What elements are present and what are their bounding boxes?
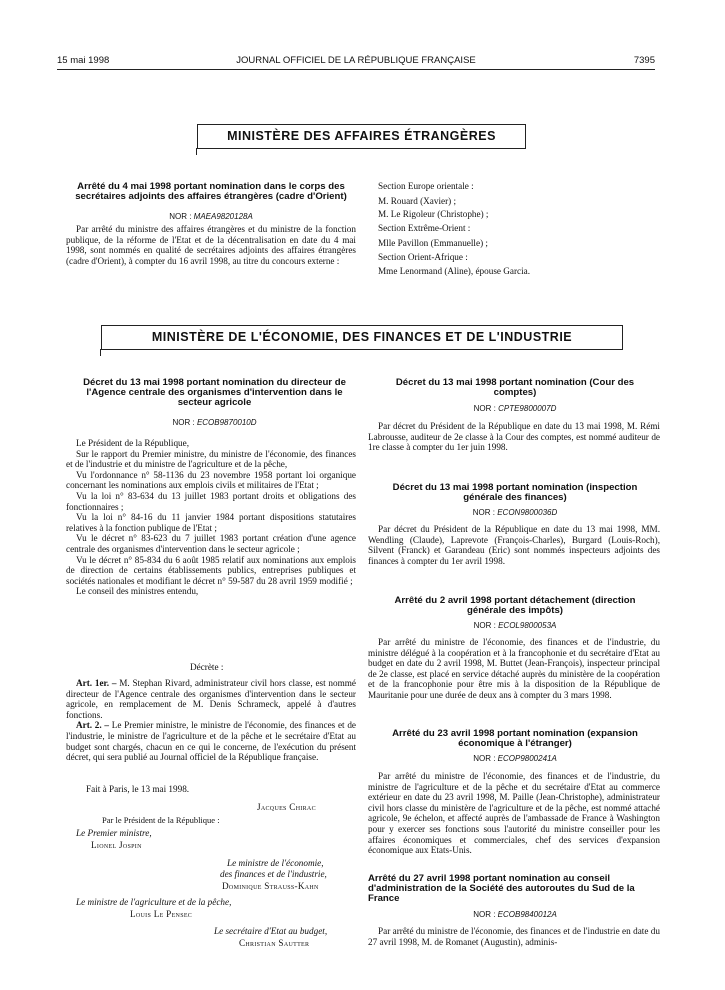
pm-title: Le Premier ministre,: [76, 828, 152, 838]
budget-title: Le secrétaire d'Etat au budget,: [214, 926, 328, 936]
nor-label: NOR :: [473, 621, 496, 630]
ministry-heading-affaires-etrangeres: [197, 124, 526, 149]
eco-title-1: Le ministre de l'économie,: [227, 858, 324, 868]
header-journal: JOURNAL OFFICIEL DE LA RÉPUBLIQUE FRANÇAISE: [236, 55, 476, 66]
list-item: Section Europe orientale :: [378, 181, 474, 191]
page-number: 7395: [633, 55, 655, 66]
paragraph: Vu le décret n° 85-834 du 6 août 1985 relatif aux nominations aux emplois de direction de certains établissements publics, entreprises publiques et sociétés nationales et modifiant le décret n° 59-587 du 28 avril 1959 modifié ;: [66, 554, 356, 586]
nor-code: MAEA9820128A: [193, 212, 253, 221]
list-item: Section Orient-Afrique :: [378, 252, 468, 262]
ministry-heading-economie: [101, 325, 623, 350]
article-1: [66, 678, 356, 720]
paragraph: Vu le décret n° 83-623 du 7 juillet 1983 portant création d'une agence centrale des organismes d'intervention dans le secteur agricole ;: [66, 533, 356, 554]
fait-line: Fait à Paris, le 13 mai 1998.: [86, 784, 190, 794]
paragraph: Par arrêté du ministre de l'économie, des finances et de l'industrie, du ministre de l'agriculture et de la pêche et du secrétaire d'Etat au commerce extérieur en date du 23 avril 1998, M. Paille (Jean-Christophe), administrateur civil hors classe du ministère de l'agriculture et de la pêche, est nommé attaché agricole, 9e échelon, et affecté auprès de l'ambassade de France à Washington pour y exercer ses fonctions sous l'autorité du ministre conseiller pour les affaires économiques et commerciales, chef des services d'expansion économique aux Etats-Unis.: [368, 771, 660, 856]
nor-label: NOR :: [473, 754, 496, 763]
budget-name: Christian Sautter: [239, 938, 310, 948]
paragraph: Par décret du Président de la République en date du 13 mai 1998, M. Rémi Labrousse, auditeur de 2e classe à la Cour des comptes, est nommé auditeur de 1re classe à compter du 1er juin 1998.: [368, 421, 660, 453]
arrete-title: Arrêté du 23 avril 1998 portant nomination (expansion économique à l'étranger): [392, 728, 638, 749]
paragraph: Par décret du Président de la République en date du 13 mai 1998, MM. Wendling (Claude), Laprevote (François-Charles), Burgard (Louis-Roch), Silvent (Franck) et Garandeau (Eric) sont nommés inspecteurs adjoints des finances à compter du 1er avril 1998.: [368, 524, 660, 566]
arrete-body: [368, 771, 660, 856]
nor-line: [385, 621, 645, 630]
nor-code: ECOB9870010D: [196, 418, 257, 427]
pm-name: Lionel Jospin: [91, 840, 142, 850]
arrete-title: Arrêté du 2 avril 1998 portant détachement (direction générale des impôts): [394, 595, 636, 616]
article-label: Art. 2. –: [76, 720, 110, 731]
paragraph: Le Président de la République,: [76, 438, 190, 448]
paragraph: Le conseil des ministres entendu,: [76, 586, 199, 597]
agri-title: Le ministre de l'agriculture et de la pêche,: [76, 897, 232, 907]
nor-line: [385, 910, 645, 919]
nor-label: NOR :: [472, 508, 495, 517]
paragraph: Par arrêté du ministre de l'économie, des finances et de l'industrie en date du 27 avril 1998, M. de Romanet (Augustin), adminis-: [368, 926, 660, 947]
decret-title: Décret du 13 mai 1998 portant nomination du directeur de l'Agence centrale des organismes d'intervention dans le secteur agricole: [83, 377, 346, 408]
paragraph: Sur le rapport du Premier ministre, du ministre de l'économie, des finances et de l'industrie et du ministre de l'agriculture et de la pêche,: [66, 448, 356, 470]
nor-code: ECOP9800241A: [497, 754, 557, 763]
arrete-title: Arrêté du 4 mai 1998 portant nomination dans le corps des secrétaires adjoints des affaires étrangères (cadre d'Orient): [75, 181, 347, 202]
paragraph: Vu l'ordonnance n° 58-1136 du 23 novembre 1958 portant loi organique concernant les nominations aux emplois civils et militaires de l'Etat ;: [66, 469, 356, 491]
decret-body: [368, 524, 660, 566]
article-text: Le Premier ministre, le ministre de l'économie, des finances et de l'industrie, le ministre de l'agriculture et de la pêche et le secrétaire d'Etat au budget sont chargés, chacun en ce qui le concerne, de l'exécution du présent décret, qui sera publié au Journal officiel de la République française.: [66, 720, 356, 763]
decret-body: [66, 438, 356, 597]
arrete-body: [66, 224, 356, 266]
nor-line: [385, 754, 645, 763]
nor-line: [77, 418, 352, 427]
list-item: M. Le Rigoleur (Christophe) ;: [378, 209, 489, 219]
running-header: [57, 55, 655, 69]
nor-line: [385, 508, 645, 517]
decret-title: Décret du 13 mai 1998 portant nomination (inspection générale des finances): [392, 482, 638, 503]
ministry-title: MINISTÈRE DE L'ÉCONOMIE, DES FINANCES ET DE L'INDUSTRIE: [151, 330, 573, 344]
list-item: M. Rouard (Xavier) ;: [378, 196, 457, 206]
nor-code: ECON9800036D: [497, 508, 558, 517]
president-signature: Jacques Chirac: [257, 802, 316, 812]
decrete-line: Décrète :: [190, 662, 224, 672]
eco-title-2: des finances et de l'industrie,: [220, 869, 327, 879]
list-item: Section Extrême-Orient :: [378, 223, 471, 233]
list-item: Mme Lenormand (Aline), épouse Garcia.: [378, 266, 531, 276]
nor-code: CPTE9800007D: [498, 404, 557, 413]
nor-label: NOR :: [172, 418, 195, 427]
article-text: M. Stephan Rivard, administrateur civil hors classe, est nommé directeur de l'Agence centrale des organismes d'intervention dans le secteur agricole, en remplacement de M. Denis Schrameck, appelé à d'autres fonctions.: [66, 678, 356, 720]
nor-label: NOR :: [473, 910, 496, 919]
agri-name: Louis Le Pensec: [130, 909, 193, 919]
arrete-body: [368, 637, 660, 701]
arrete-title: Arrêté du 27 avril 1998 portant nomination au conseil d'administration de la Société des autoroutes du Sud de la France: [368, 873, 635, 904]
article-2: [66, 720, 356, 762]
nor-code: ECOB9840012A: [497, 910, 557, 919]
nor-label: NOR :: [169, 212, 192, 221]
arrete-body: [368, 926, 660, 947]
ministry-title: MINISTÈRE DES AFFAIRES ÉTRANGÈRES: [227, 129, 496, 143]
nor-label: NOR :: [473, 404, 496, 413]
nor-code: ECOL9800053A: [498, 621, 557, 630]
eco-name: Dominique Strauss-Kahn: [222, 881, 319, 891]
header-date: 15 mai 1998: [57, 55, 110, 66]
paragraph: Par arrêté du ministre de l'économie, des finances et de l'industrie, du ministre délégué à la coopération et à la francophonie et du secrétaire d'Etat au budget en date du 2 avril 1998, M. Buttet (Jean-François), inspecteur principal de 2e classe, est placé en service détaché auprès du ministère de la coopération et de la francophonie pour être mis à la disposition de la République de Mauritanie pour une durée de deux ans à compter du 3 mars 1998.: [368, 637, 660, 700]
paragraph: Vu la loi n° 83-634 du 13 juillet 1983 portant droits et obligations des fonctionnaires ;: [66, 490, 356, 512]
paragraph: Par arrêté du ministre des affaires étrangères et du ministre de la fonction publique, de la réforme de l'Etat et de la décentralisation en date du 4 mai 1998, sont nommés en qualité de secrétaires adjoints des affaires étrangères (cadre d'Orient), à compter du 16 avril 1998, au titre du concours externe :: [66, 224, 356, 266]
article-label: Art. 1er. –: [76, 678, 117, 688]
list-item: Mlle Pavillon (Emmanuelle) ;: [378, 238, 488, 248]
nor-line: [395, 404, 635, 413]
nor-line: [66, 212, 356, 221]
articles: [66, 678, 356, 763]
decret-body: [368, 421, 660, 453]
par-le-president: Par le Président de la République :: [102, 815, 220, 825]
header-rule: [57, 69, 655, 70]
paragraph: Vu la loi n° 84-16 du 11 janvier 1984 portant dispositions statutaires relatives à la fonction publique de l'Etat ;: [66, 512, 356, 533]
decret-title: Décret du 13 mai 1998 portant nomination (Cour des comptes): [395, 377, 635, 398]
